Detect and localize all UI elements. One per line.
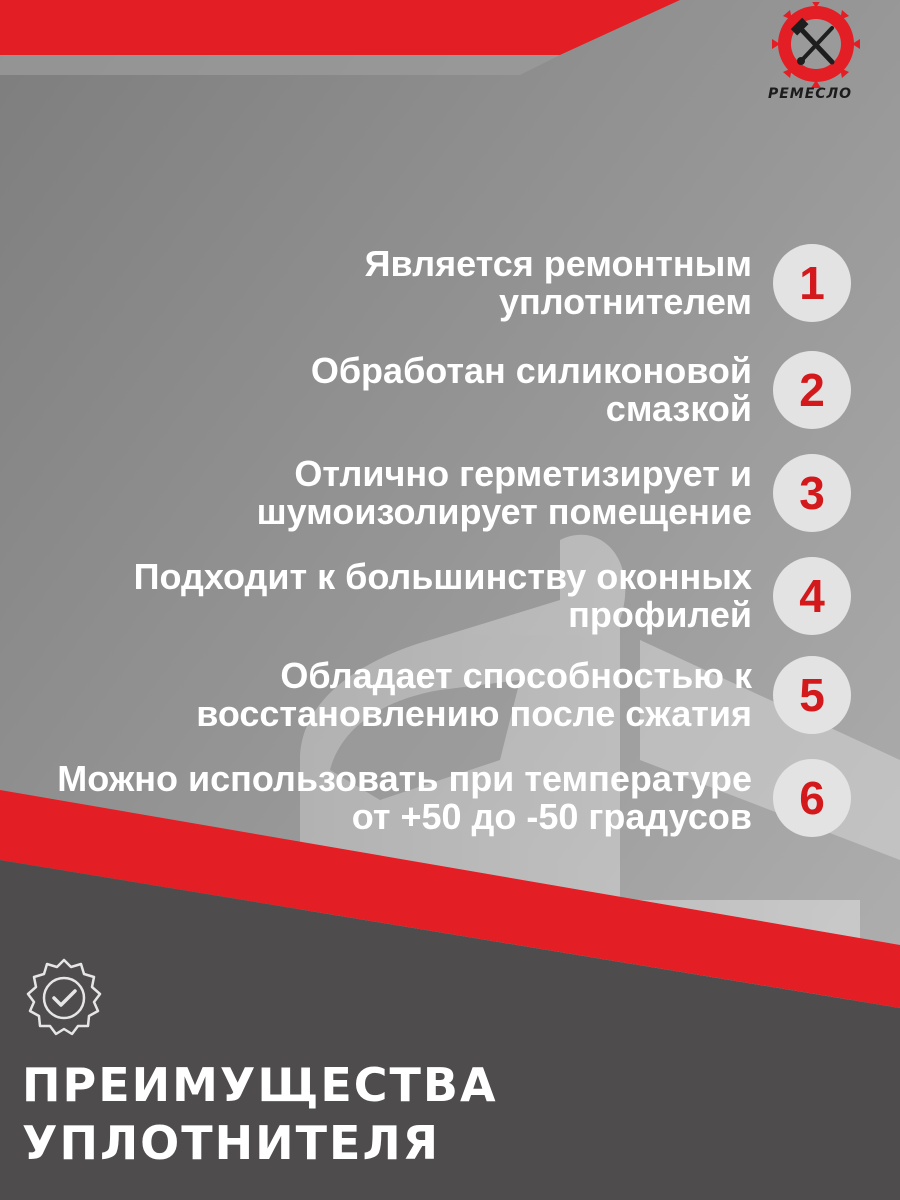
- feature-number: 1: [799, 257, 825, 309]
- feature-number-badge: [773, 351, 851, 429]
- feature-number-badge: [773, 454, 851, 532]
- feature-text: Можно использовать при температуре от +50 до -50 градусов: [57, 758, 752, 837]
- feature-item-1: [0, 238, 900, 328]
- feature-text: Отлично герметизирует и шумоизолирует помещение: [256, 453, 752, 532]
- check-seal-icon: [22, 957, 106, 1041]
- feature-text: Обработан силиконовой смазкой: [310, 350, 752, 429]
- feature-number: 4: [799, 570, 825, 622]
- top-red-band: [0, 0, 680, 55]
- feature-number-badge: [773, 244, 851, 322]
- feature-number-badge: [773, 656, 851, 734]
- feature-number: 6: [799, 772, 825, 824]
- feature-number: 3: [799, 467, 825, 519]
- feature-item-6: [0, 753, 900, 843]
- feature-number: 5: [799, 669, 825, 721]
- feature-text: Подходит к большинству оконных профилей: [133, 556, 752, 635]
- feature-number-badge: [773, 557, 851, 635]
- feature-item-4: [0, 551, 900, 641]
- feature-item-3: [0, 448, 900, 538]
- feature-item-2: [0, 345, 900, 435]
- feature-number-badge: [773, 759, 851, 837]
- feature-item-5: [0, 650, 900, 740]
- page-title: ПРЕИМУЩЕСТВА УПЛОТНИТЕЛЯ: [22, 1058, 498, 1170]
- feature-number: 2: [799, 364, 825, 416]
- feature-text: Обладает способностью к восстановлению после сжатия: [196, 655, 752, 734]
- feature-text: Является ремонтным уплотнителем: [364, 243, 752, 322]
- brand-name: РЕМЕСЛО: [767, 86, 853, 102]
